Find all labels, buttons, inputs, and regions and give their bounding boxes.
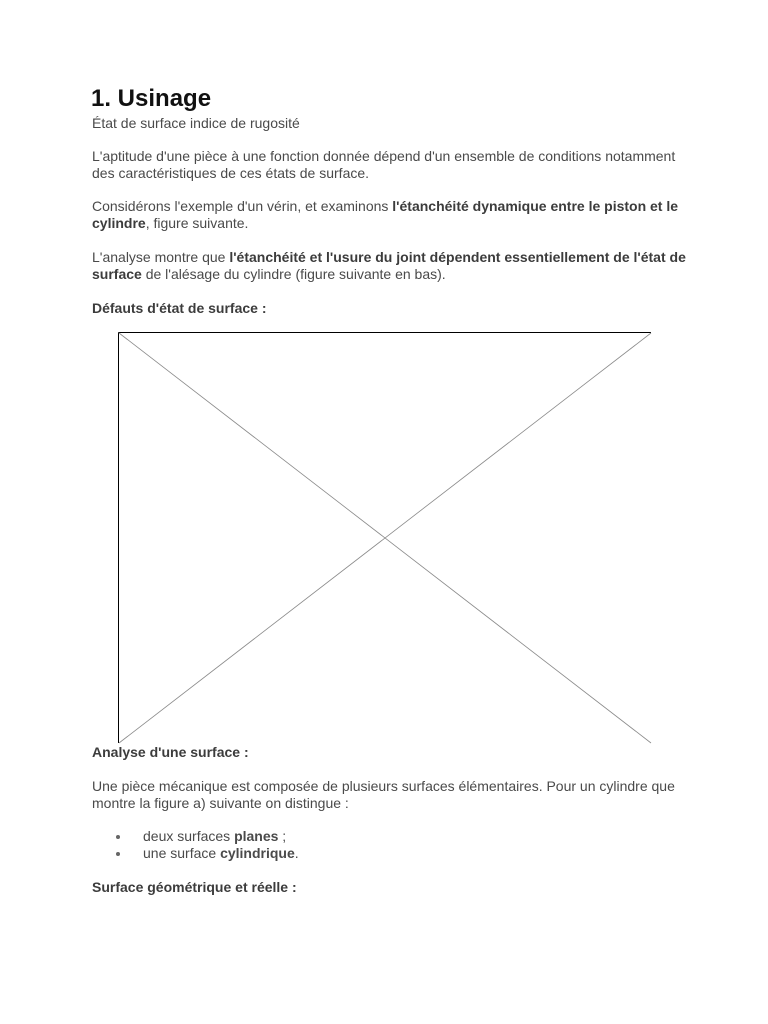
list-item-text-1: une surface	[143, 845, 221, 861]
surface-list	[92, 828, 299, 862]
paragraph-verin-text-2: , figure suivante.	[145, 215, 249, 231]
page-title: 1. Usinage	[91, 85, 212, 112]
list-item-bold: cylindrique	[220, 845, 295, 861]
list-item	[92, 828, 299, 845]
placeholder-cross-svg	[118, 332, 652, 744]
heading-analyse: Analyse d'une surface :	[92, 744, 249, 760]
bullet-icon	[116, 835, 120, 839]
paragraph-analyse-text-1: L'analyse montre que	[92, 249, 230, 265]
list-item	[92, 845, 299, 862]
paragraph-verin	[92, 198, 692, 232]
missing-image-placeholder	[118, 332, 652, 744]
paragraph-aptitude: L'aptitude d'une pièce à une fonction donnée dépend d'un ensemble de conditions notamment des caractéristiques de ces états de surface.	[92, 148, 676, 181]
paragraph-piece-mecanique: Une pièce mécanique est composée de plusieurs surfaces élémentaires. Pour un cylindre que montre la figure a) suivante on distingue :	[92, 778, 675, 811]
heading-defauts: Défauts d'état de surface :	[92, 300, 267, 316]
subtitle: État de surface indice de rugosité	[92, 115, 300, 131]
list-item-bold: planes	[234, 828, 279, 844]
list-item-text-1: deux surfaces	[143, 828, 235, 844]
paragraph-analyse-text-2: de l'alésage du cylindre (figure suivante en bas).	[141, 266, 446, 282]
heading-surface: Surface géométrique et réelle :	[92, 879, 297, 895]
paragraph-analyse-bold: l'étanchéité et l'usure du joint dépendent essentiellement de l'état de surface	[92, 249, 686, 282]
paragraph-analyse	[92, 249, 692, 283]
bullet-icon	[116, 852, 120, 856]
list-item-text-2: .	[294, 845, 299, 861]
list-item-text-2: ;	[278, 828, 287, 844]
paragraph-verin-text-1: Considérons l'exemple d'un vérin, et examinons	[92, 198, 393, 214]
paragraph-verin-bold: l'étanchéité dynamique entre le piston et le cylindre	[92, 198, 679, 231]
